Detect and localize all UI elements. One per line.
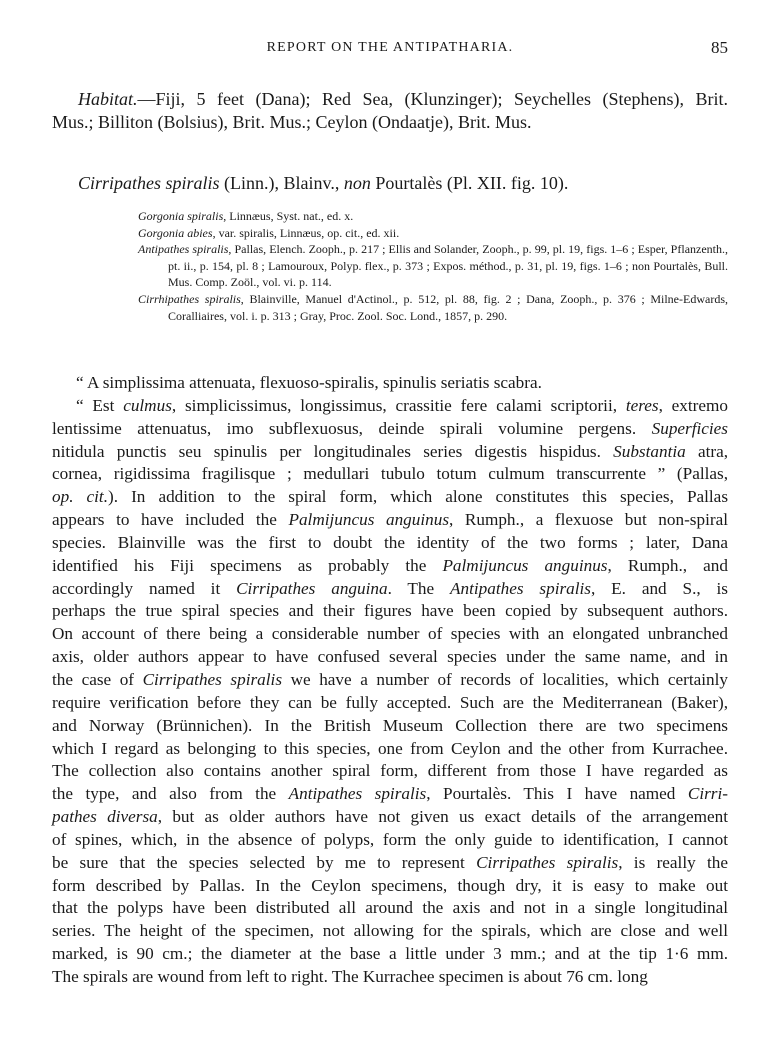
synonym-citation: , var. spiralis, Linnæus, op. cit., ed. xii.	[212, 225, 400, 240]
synonym-name: Gorgonia spiralis	[138, 209, 224, 223]
synonymy-list	[138, 208, 728, 324]
synonym-citation: , Linnæus, Syst. nat., ed. x.	[223, 209, 354, 223]
synonym-citation: , Pallas, Elench. Zooph., p. 217 ; Ellis and Solander, Zooph., p. 99, pl. 19, figs. 1–6 ; Esper, Pflanzenth., pt. ii., p. 154, pl. 8 ; Lamouroux, Polyp. flex., p. 373 ; Expos. méthod., p. 31, pl. 19, figs. 1–6 ; non Pourtalès, Bull. Mus. Comp. Zoöl., vol. vi. p. 114.	[168, 242, 729, 290]
synonym-name: Gorgonia abies	[138, 225, 213, 240]
synonym-entry	[138, 225, 728, 242]
habitat-label: Habitat.	[78, 89, 138, 109]
body-line: On account of there being a considerable number of species with an elongated unbranched	[52, 624, 728, 644]
body-line: axis, older authors appear to have confused several species under the same name, and in	[52, 647, 728, 667]
body-line: The spirals are wound from left to right. The Kurrachee specimen is about 76 cm. long	[52, 966, 648, 986]
species-heading	[78, 172, 728, 195]
body-line: that the polyps have been distributed all around the axis and not in a single longitudinal	[52, 898, 728, 918]
body-line: lentissime attenuatus, imo subflexuosus, deinde spirali volumine pergens. Superficies	[52, 418, 728, 438]
species-plate-ref: Pourtalès (Pl. XII. fig. 10).	[370, 173, 569, 193]
body-line: of spines, which, in the absence of polyps, form the only guide to identification, I cannot	[52, 829, 728, 849]
body-line: and Norway (Brünnichen). In the British Museum Collection there are two specimens	[52, 715, 728, 735]
body-line: nitidula punctis seu spinulis per longitudinales series digestis hispidus. Substantia atra,	[52, 441, 728, 461]
body-line: be sure that the species selected by me to represent Cirripathes spiralis, is really the	[52, 852, 728, 872]
body-line: perhaps the true spiral species and their figures have been copied by subsequent authors.	[52, 601, 728, 621]
body-line: identified his Fiji specimens as probably the Palmijuncus anguinus, Rumph., and	[52, 555, 728, 575]
body-line: the case of Cirripathes spiralis we have a number of records of localities, which certainly	[52, 669, 728, 689]
body-line: species. Blainville was the first to doubt the identity of the two forms ; later, Dana	[52, 532, 728, 552]
body-line: accordingly named it Cirripathes anguina. The Antipathes spiralis, E. and S., is	[52, 578, 728, 598]
body-text	[52, 372, 728, 989]
species-authority: (Linn.), Blainv.,	[219, 173, 344, 193]
habitat-line-1: —Fiji, 5 feet (Dana); Red Sea, (Klunzinger); Seychelles (Stephens), Brit.	[137, 89, 728, 109]
running-head: REPORT ON THE ANTIPATHARIA.	[266, 40, 514, 55]
habitat-line-2: Mus.; Billiton (Bolsius), Brit. Mus.; Ceylon (Ondaatje), Brit. Mus.	[52, 112, 532, 132]
body-line: op. cit.). In addition to the spiral form, which alone constitutes this species, Pallas	[52, 487, 729, 507]
habitat-paragraph	[52, 88, 728, 134]
body-line: cornea, rigidissima fragilisque ; medullari tubulo totum culmum transcurrente ” (Pallas,	[52, 464, 728, 484]
synonym-name: Antipathes spiralis	[138, 242, 229, 257]
body-line: appears to have included the Palmijuncus anguinus, Rumph., a flexuose but non-spiral	[52, 510, 728, 530]
synonym-entry	[138, 208, 728, 225]
species-name: Cirripathes spiralis	[78, 173, 220, 193]
synonym-entry	[138, 241, 728, 291]
page-number: 85	[711, 38, 728, 57]
body-line: The collection also contains another spiral form, different from those I have regarded as	[52, 761, 728, 781]
species-non: non	[343, 173, 371, 193]
body-line: pathes diversa, but as older authors have not given us exact details of the arrangement	[52, 807, 728, 827]
body-line: which I regard as belonging to this species, one from Ceylon and the other from Kurrachee.	[52, 738, 728, 758]
page-header	[52, 40, 728, 64]
body-line: “ A simplissima attenuata, flexuoso-spiralis, spinulis seriatis scabra.	[76, 373, 542, 392]
synonym-citation: , Blainville, Manuel d'Actinol., p. 512, pl. 88, fig. 2 ; Dana, Zooph., p. 376 ; Milne-Edwards, Coralliaires, vol. i. p. 313 ; Gray, Proc. Zool. Soc. Lond., 1857, p. 290.	[168, 291, 728, 323]
synonym-entry	[138, 291, 728, 324]
body-line: marked, is 90 cm.; the diameter at the base a little under 3 mm.; and at the tip 1·6 mm.	[52, 944, 728, 964]
body-line: require verification before they can be fully accepted. Such are the Mediterranean (Baker),	[52, 692, 728, 712]
body-line: the type, and also from the Antipathes spiralis, Pourtalès. This I have named Cirri-	[52, 784, 728, 804]
synonym-name: Cirrhipathes spiralis	[138, 291, 241, 306]
body-line: form described by Pallas. In the Ceylon specimens, though dry, it is easy to make out	[52, 875, 728, 895]
body-line: “ Est culmus, simplicissimus, longissimus, crassitie fere calami scriptorii, teres, extremo	[76, 395, 728, 415]
body-line: series. The height of the specimen, not allowing for the spirals, which are close and well	[52, 921, 728, 941]
